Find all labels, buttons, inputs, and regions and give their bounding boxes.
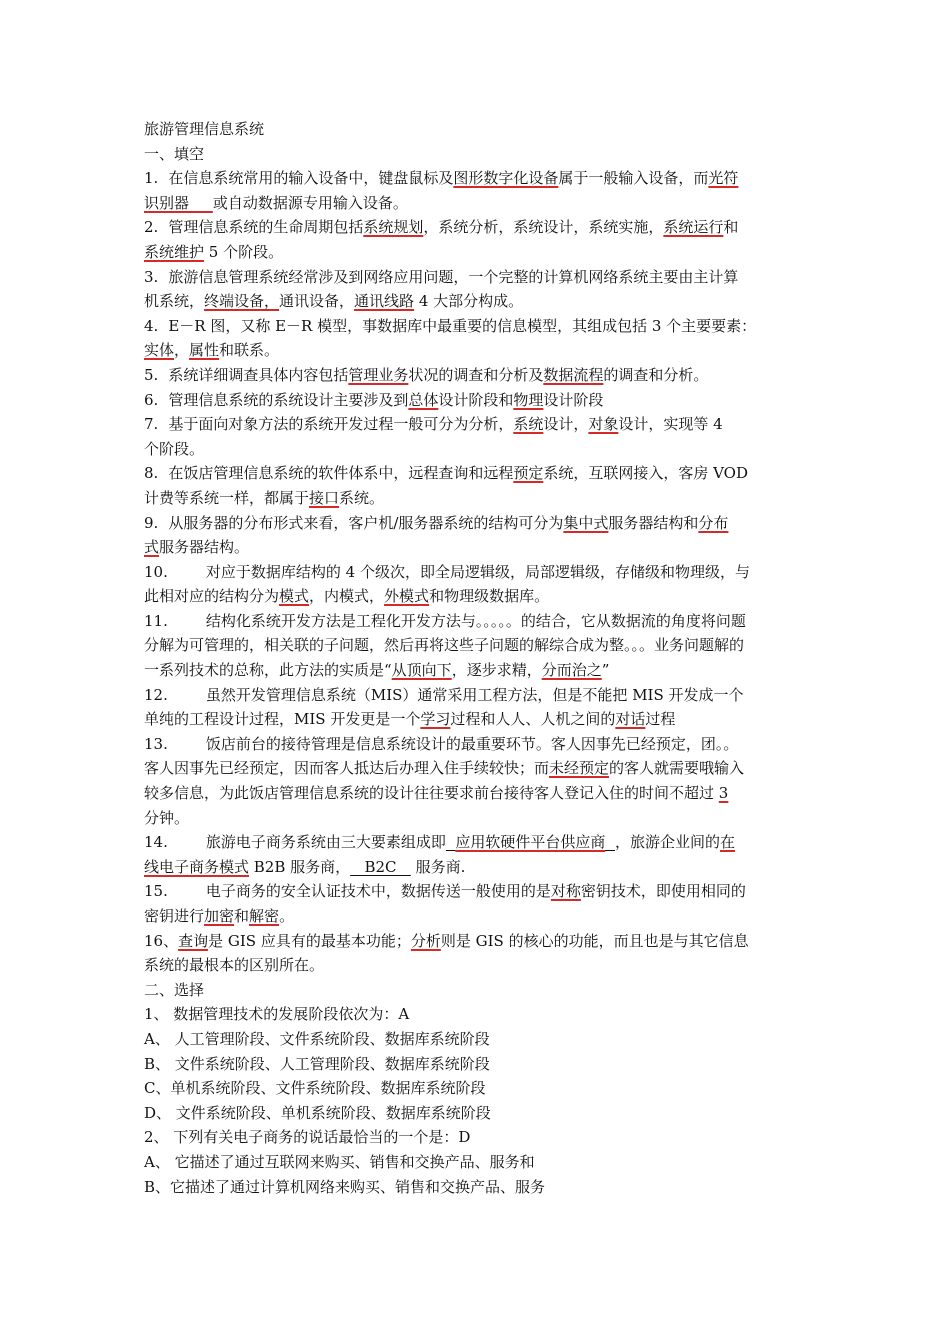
answer-text: 通讯线路 (354, 292, 415, 311)
question-text: E－R 图，又称 E－R 模型，事数据库中最重要的信息模型，其组成包括 3 个主要要素： (168, 316, 757, 335)
answer-text: 光符 (708, 169, 739, 188)
question-number: 6. (144, 390, 159, 409)
answer-text: 系统运行 (663, 218, 724, 237)
question-1 (144, 166, 808, 215)
question-text: 服务器结构。 (159, 538, 250, 557)
answer-text: 集中式 (563, 513, 609, 532)
question-2-line-2 (144, 240, 808, 265)
question-text: 饭店前台的接待管理是信息系统设计的最重要环节。客人因事先已经预定，团。。 (205, 734, 739, 753)
question-number: 16、 (144, 931, 179, 950)
question-text: 分钟。 (144, 808, 190, 827)
question-3 (144, 265, 808, 314)
question-number: 2. (144, 218, 159, 237)
answer-text: 解密 (249, 907, 280, 925)
choice-question-text: 2、 下列有关电子商务的说话最恰当的一个是：D (144, 1128, 471, 1147)
question-text: 对应于数据库结构的 4 个级次，即全局逻辑级，局部逻辑级，存储级和物理级，与 (205, 562, 750, 581)
question-text: 在饭店管理信息系统的软件体系中，远程查询和远程 (168, 464, 514, 483)
question-4-line-2 (144, 338, 808, 363)
question-7-line-1 (144, 412, 808, 437)
question-text: 客人因事先已经预定，因而客人抵达后办理入住手续较快；而 (144, 759, 550, 778)
question-text: 的客人就需要哦输入 (609, 759, 745, 778)
answer-text: 终端设备， (204, 292, 280, 311)
answer-text: 系统 (513, 415, 544, 434)
choice-option-a: A、 人工管理阶段、文件系统阶段、数据库系统阶段 (144, 1029, 490, 1048)
question-13-line-3 (144, 781, 808, 806)
question-number: 11. (144, 611, 168, 630)
question-text: 较多信息，为此饭店管理信息系统的设计往往要求前台接待客人登记入住的时间不超过 (144, 784, 715, 803)
question-number: 1. (144, 169, 159, 188)
answer-text: 学习 (420, 710, 451, 729)
question-2-line-1 (144, 215, 808, 240)
question-text: ， (174, 341, 190, 360)
question-text: 和 (234, 907, 250, 925)
question-number: 7. (144, 415, 159, 434)
question-number: 13. (144, 734, 168, 753)
question-number: 10. (144, 562, 168, 581)
question-6 (144, 388, 808, 413)
question-8-line-1 (144, 461, 808, 486)
section-heading-choice: 二、选择 (144, 980, 205, 999)
answer-text: 对象 (588, 415, 619, 434)
question-13-line-1 (144, 732, 808, 757)
answer-text: 物理 (513, 390, 544, 409)
question-text: 服务商. (415, 857, 466, 876)
question-text: 是 GIS 应具有的最基本功能； (208, 931, 411, 950)
question-16-line-2 (144, 953, 808, 978)
choice-question-text: 1、 数据管理技术的发展阶段依次为：A (144, 1005, 410, 1024)
choice-option-c: C、单机系统阶段、文件系统阶段、数据库系统阶段 (144, 1079, 486, 1098)
answer-text: 系统维护 (144, 242, 205, 261)
question-1-line-1 (144, 166, 808, 191)
answer-text: 未经预定 (549, 759, 610, 778)
question-text: 4 大部分构成。 (414, 292, 524, 311)
question-2 (144, 215, 808, 264)
choice-option-b: B、 文件系统阶段、人工管理阶段、数据库系统阶段 (144, 1054, 490, 1073)
question-text: 密钥进行 (144, 907, 205, 925)
question-3-line-1 (144, 265, 808, 290)
question-text: 或自动数据源专用输入设备。 (212, 193, 408, 212)
section-heading-fill-in: 一、填空 (144, 144, 205, 163)
answer-text: 从顶向下 (391, 661, 452, 680)
question-text: 系统。 (339, 488, 385, 507)
question-text: 服务器结构和 (608, 513, 699, 532)
question-text: ，旅游企业间的 (614, 833, 720, 852)
question-number: 9. (144, 513, 159, 532)
question-text: 从服务器的分布形式来看，客户机/服务器系统的结构可分为 (168, 513, 564, 532)
question-text: 密钥技术，即使用相同的 (580, 882, 746, 901)
question-text: 分解为可管理的，相关联的子问题，然后再将这些子问题的解综合成为整。。。业务问题解的 (144, 636, 745, 655)
question-text: ，系统分析，系统设计，系统实施， (423, 218, 664, 237)
question-15-line-2 (144, 904, 808, 929)
question-4 (144, 314, 808, 363)
question-text: 单纯的工程设计过程，MIS 开发更是一个 (144, 710, 421, 729)
answer-text: 分而治之 (541, 661, 602, 680)
question-7 (144, 412, 808, 461)
answer-text: 线电子商务模式 (144, 857, 250, 876)
answer-text: 分布 (698, 513, 729, 532)
question-1-line-2 (144, 191, 808, 216)
question-text: 系统的最根本的区别所在。 (144, 956, 325, 975)
question-11-line-1 (144, 609, 808, 634)
question-text: 计费等系统一样，都属于 (144, 488, 310, 507)
answer-text: 外模式 (384, 587, 430, 606)
question-9 (144, 511, 808, 560)
question-text: 旅游电子商务系统由三大要素组成即 (205, 833, 446, 852)
choice-option-d: D、 文件系统阶段、单机系统阶段、数据库系统阶段 (144, 1103, 491, 1122)
question-text: 个阶段。 (144, 439, 205, 458)
question-13-line-2 (144, 756, 808, 781)
question-15 (144, 879, 808, 928)
question-10-line-1 (144, 560, 808, 585)
answer-text: 分析 (410, 931, 441, 950)
question-13 (144, 732, 808, 830)
question-5-line-1 (144, 363, 808, 388)
answer-text: 数据流程 (543, 365, 604, 384)
question-text: 结构化系统开发方法是工程化开发方法与。。。。。的结合，它从数据流的角度将问题 (205, 611, 746, 630)
question-7-line-2 (144, 437, 808, 462)
question-text: 5 个阶段。 (204, 242, 284, 261)
question-text: 则是 GIS 的核心的功能，而且也是与其它信息 (440, 931, 749, 950)
question-11-line-3 (144, 658, 808, 683)
question-text: 基于面向对象方法的系统开发过程一般可分为分析， (168, 415, 514, 434)
question-4-line-1 (144, 314, 808, 339)
question-number: 3. (144, 267, 159, 286)
question-9-line-1 (144, 511, 808, 536)
question-14-line-1 (144, 830, 808, 855)
question-16-line-1 (144, 929, 808, 954)
question-number: 14. (144, 833, 168, 852)
question-12-line-2 (144, 707, 808, 732)
answer-text: 对话 (615, 710, 646, 729)
question-text: 系统，互联网接入，客房 VOD (543, 464, 749, 483)
answer-text: 接口 (309, 488, 340, 507)
answer-text: B2C (364, 857, 397, 876)
question-5 (144, 363, 808, 388)
question-11 (144, 609, 808, 683)
question-text: 在信息系统常用的输入设备中，键盘鼠标及 (168, 169, 454, 188)
question-text: 和物理级数据库。 (429, 587, 550, 606)
question-number: 15. (144, 882, 168, 901)
answer-text: 系统规划 (363, 218, 424, 237)
answer-text: 总体 (408, 390, 439, 409)
question-text: 状况的调查和分析及 (408, 365, 544, 384)
document-title: 旅游管理信息系统 (144, 120, 265, 138)
question-text: 的调查和分析。 (603, 365, 709, 384)
question-text: 系统详细调查具体内容包括 (168, 365, 349, 384)
answer-text: 在 (720, 833, 736, 852)
question-text: ” (601, 661, 610, 680)
question-15-line-1 (144, 879, 808, 904)
answer-blank (446, 833, 615, 851)
answer-text: 对称 (550, 882, 581, 901)
question-text: 一系列技术的总称，此方法的实质是“ (144, 661, 392, 680)
answer-text: 实体 (144, 341, 175, 360)
question-text: 旅游信息管理系统经常涉及到网络应用问题，一个完整的计算机网络系统主要由主计算 (168, 267, 739, 286)
question-12-line-1 (144, 683, 808, 708)
question-text: ，逐步求精， (451, 661, 542, 680)
question-text: 属于一般输入设备，而 (558, 169, 709, 188)
answer-text: 管理业务 (348, 365, 409, 384)
question-number: 12. (144, 685, 168, 704)
question-10-line-2 (144, 584, 808, 609)
question-text: 管理信息系统的生命周期包括 (168, 218, 364, 237)
question-9-line-2 (144, 535, 808, 560)
answer-text: 式 (144, 538, 160, 557)
question-text: 。 (279, 907, 295, 925)
answer-text: 3 (718, 784, 729, 803)
answer-text (144, 194, 213, 212)
question-12 (144, 683, 808, 732)
question-text: 虽然开发管理信息系统（MIS）通常采用工程方法，但是不能把 MIS 开发成一个 (205, 685, 744, 704)
question-8 (144, 461, 808, 510)
question-8-line-2 (144, 486, 808, 511)
choice-question-1 (144, 1002, 808, 1125)
question-text: 过程 (645, 710, 676, 729)
answer-text: 预定 (513, 464, 544, 483)
question-text: 此相对应的结构分为 (144, 587, 280, 606)
answer-text: 属性 (189, 341, 220, 360)
question-text: 通讯设备， (279, 292, 355, 311)
choice-option-a: A、 它描述了通过互联网来购买、销售和交换产品、服务和 (144, 1152, 535, 1171)
question-14 (144, 830, 808, 879)
question-11-line-2 (144, 633, 808, 658)
question-number: 8. (144, 464, 159, 483)
question-text: 和 (723, 218, 739, 237)
answer-text: 图形数字化设备 (453, 169, 559, 188)
question-text: 管理信息系统的系统设计主要涉及到 (168, 390, 409, 409)
question-text: ，内模式， (309, 587, 385, 606)
question-14-line-2 (144, 855, 808, 880)
question-6-line-1 (144, 388, 808, 413)
question-13-line-4 (144, 806, 808, 831)
answer-text: 加密 (204, 907, 235, 925)
answer-text: 模式 (279, 587, 310, 606)
choice-option-b: B、它描述了通过计算机网络来购买、销售和交换产品、服务 (144, 1177, 546, 1196)
choice-question-2 (144, 1125, 808, 1199)
answer-text: 识别器 (144, 193, 190, 212)
question-16 (144, 929, 808, 978)
question-3-line-2 (144, 289, 808, 314)
question-text: B2B 服务商， (249, 857, 351, 876)
document-page (144, 117, 808, 1199)
question-text: 电子商务的安全认证技术中，数据传送一般使用的是 (205, 882, 551, 901)
question-text: 过程和人人、人机之间的 (450, 710, 616, 729)
answer-text: 查询 (178, 931, 209, 950)
question-text: 和联系。 (219, 341, 280, 360)
question-number: 5. (144, 365, 159, 384)
question-text: 设计， (543, 415, 589, 434)
question-text: 设计，实现等 4 (618, 415, 723, 434)
question-text: 设计阶段 (543, 390, 604, 409)
answer-blank (350, 858, 411, 876)
question-text: 机系统， (144, 292, 205, 311)
question-10 (144, 560, 808, 609)
question-number: 4. (144, 316, 159, 335)
question-text: 设计阶段和 (438, 390, 514, 409)
answer-text: 应用软硬件平台供应商 (455, 833, 606, 852)
